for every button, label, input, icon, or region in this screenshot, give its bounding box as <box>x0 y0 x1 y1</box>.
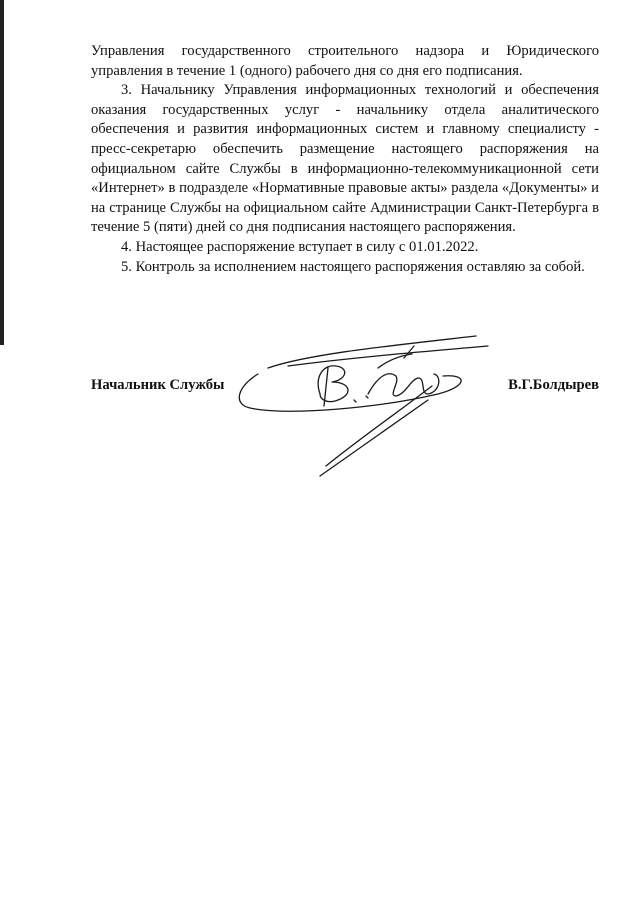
paragraph-4: 4. Настоящее распоряжение вступает в силу с 01.01.2022. <box>121 238 479 255</box>
document-body <box>91 42 599 277</box>
handwritten-signature-icon <box>228 316 518 491</box>
paragraph-3: 3. Начальнику Управления информационных технологий и обеспечения оказания государственных услуг - начальнику отдела аналитического обеспечения и развития информационных систем и главному специалисту - пресс-секретарю обеспечить размещение настоящего распоряжения на официальном сайте Службы в информационно-телекоммуникационной сети «Интернет» в подразделе «Нормативные правовые акты» раздела «Документы» и на странице Службы на официальном сайте Администрации Санкт-Петербурга в течение 5 (пяти) дней со дня подписания настоящего распоряжения. <box>91 82 599 236</box>
paragraph-continuation: Управления государственного строительного надзора и Юридического управления в течение 1 (одного) рабочего дня со дня его подписания. <box>91 43 599 79</box>
paragraph-5: 5. Контроль за исполнением настоящего распоряжения оставляю за собой. <box>121 258 585 275</box>
signer-name: В.Г.Болдырев <box>508 377 599 393</box>
position-title: Начальник Службы <box>91 377 225 393</box>
scan-edge-mark <box>0 0 4 345</box>
